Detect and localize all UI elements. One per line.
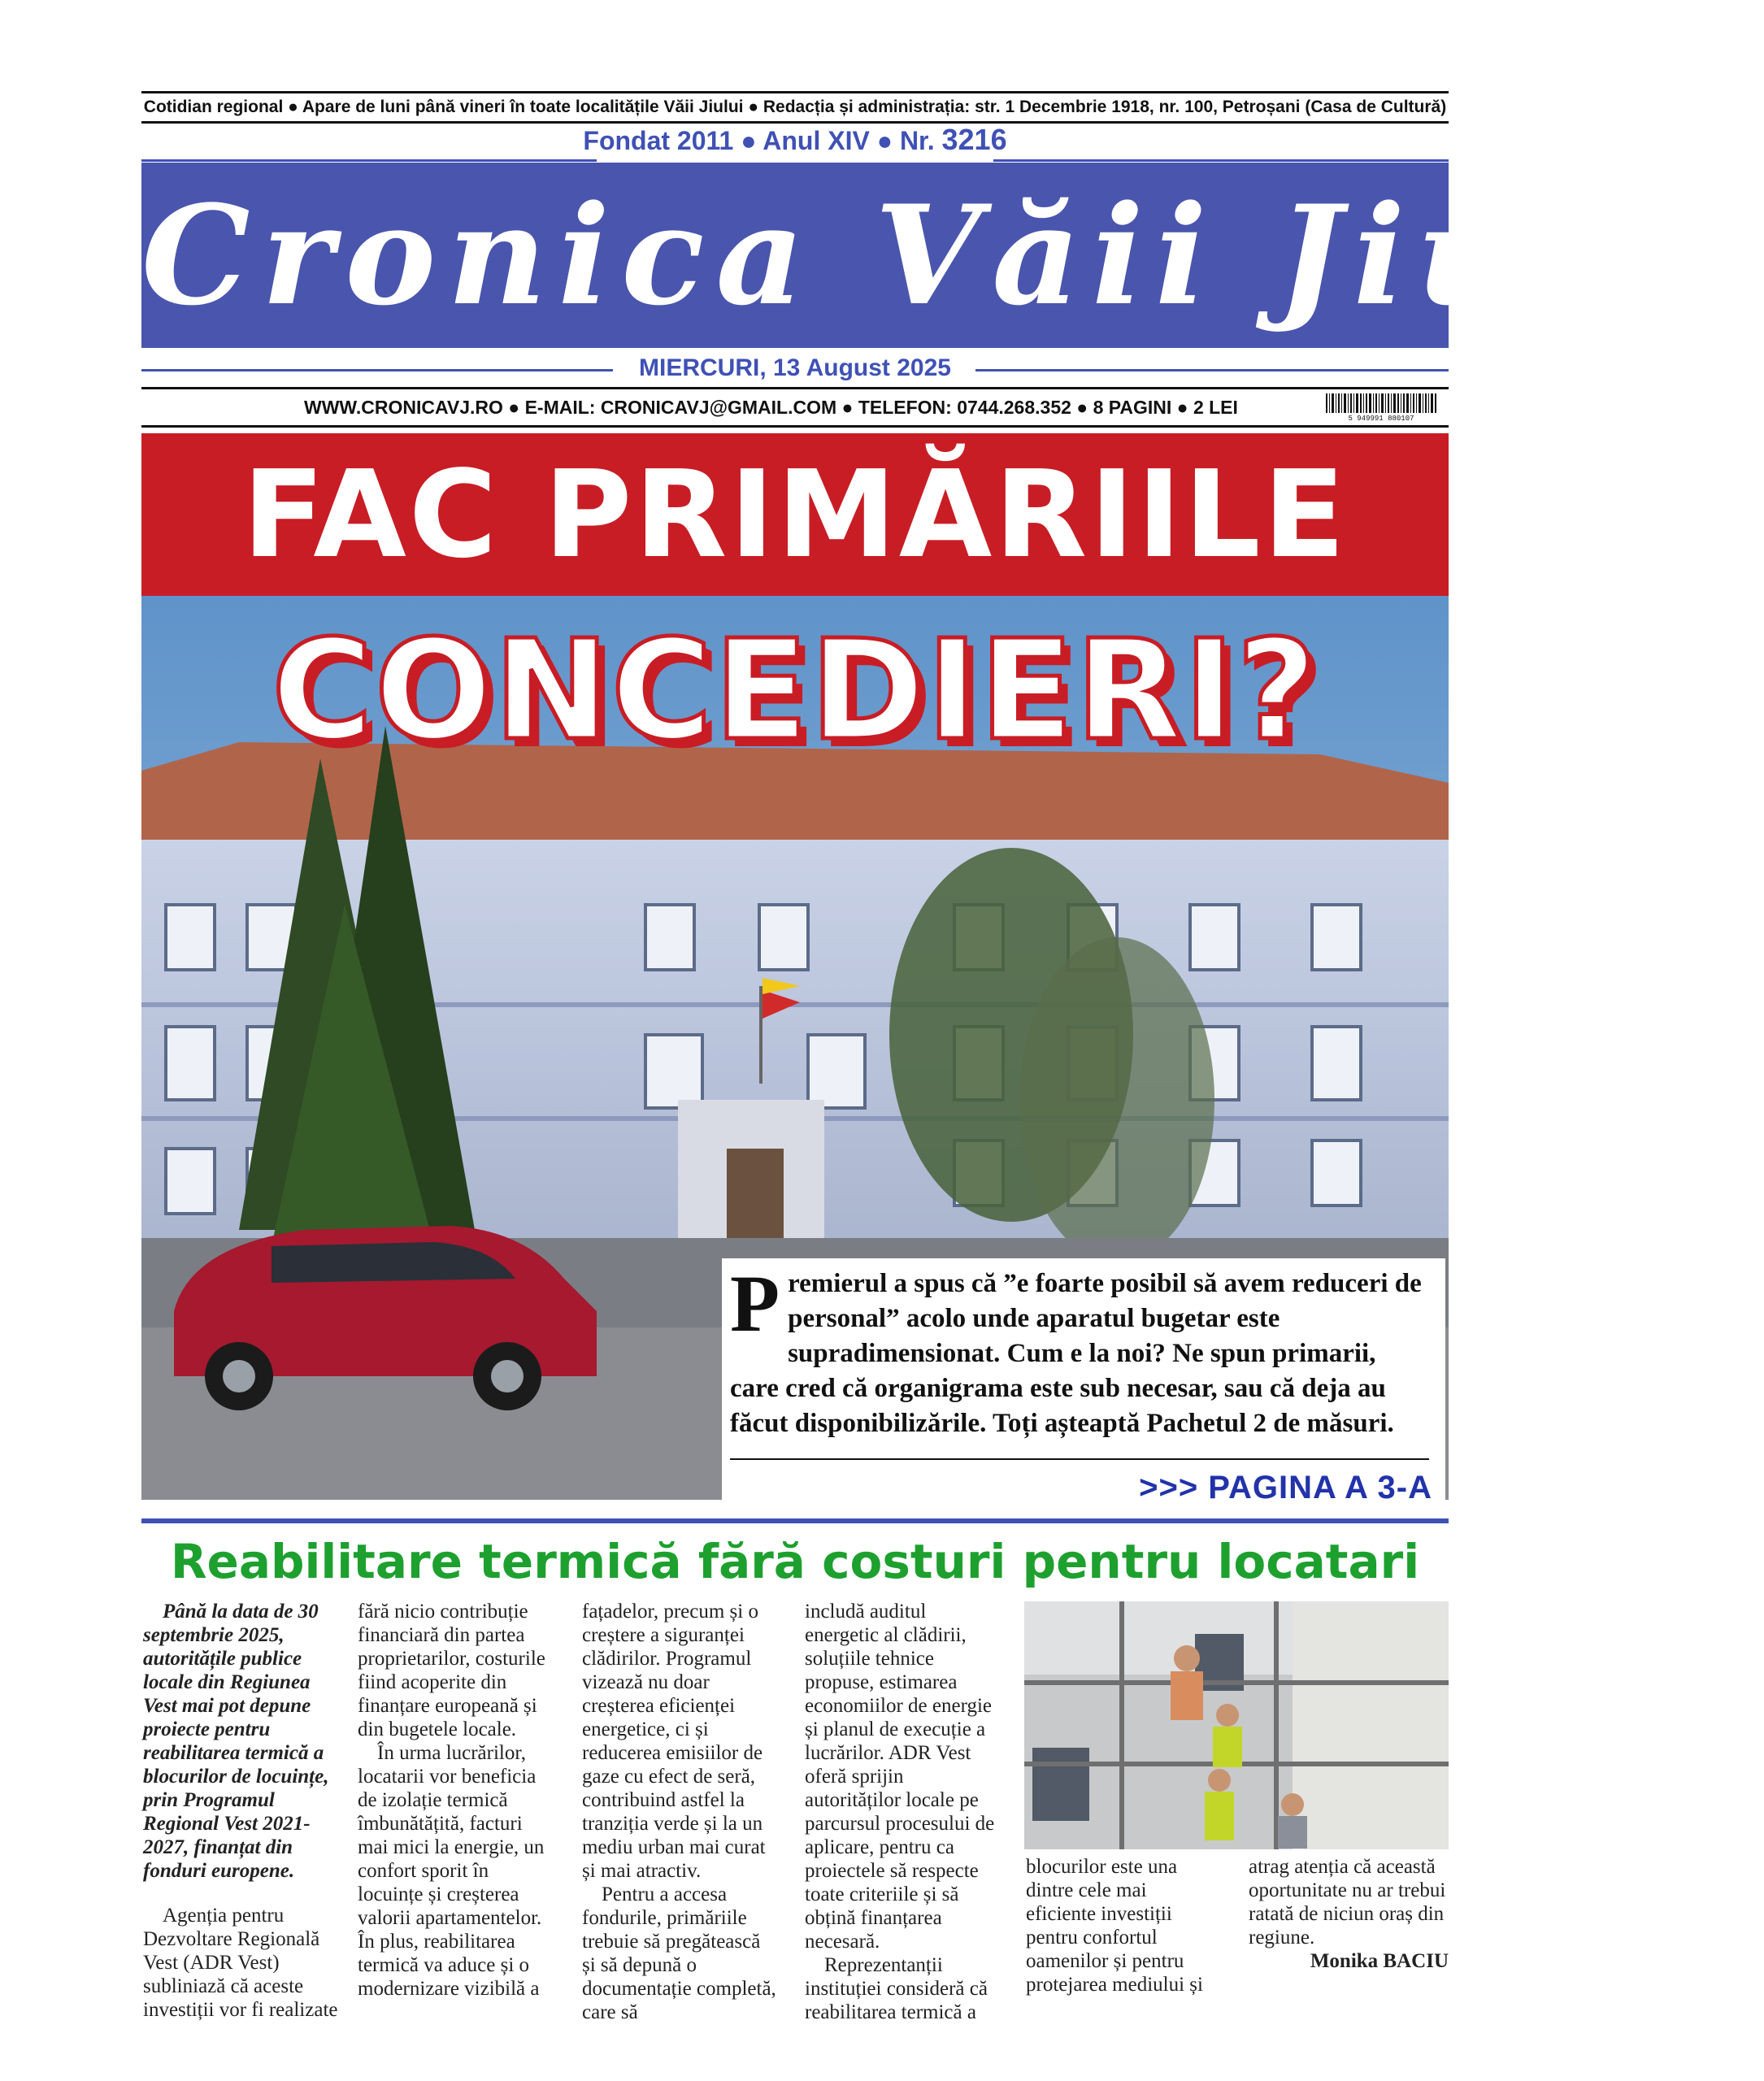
article-paragraph: atrag atenția că această oportunitate nu ar trebui ratată de niciun oraș din regiune. [1249, 1856, 1446, 1948]
barcode-icon [1324, 393, 1438, 421]
article-column-5 [1026, 1855, 1221, 1996]
headline-line2: CONCEDIERI? [272, 610, 1319, 771]
founded-label: Fondat 2011 ● Anul XIV ● Nr. [583, 126, 935, 155]
masthead-banner [141, 163, 1764, 348]
article-paragraph: fațadelor, precum și o creștere a siguranței clădirilor. Programul vizează nu doar creșterea eficienței energetice, ci și reducerea emisiilor de gaze cu efect de seră, contribuind astfel la tranziția verde și la un mediu urban mai curat și mai atractiv. [582, 1601, 766, 1882]
masthead-tagline: Cotidian regional ● Apare de luni până vineri în toate localitățile Văii Jiului ● Redacția și administrația: str. 1 Decembrie 1918, nr. 100, Petroșani (Casa de Cultură) [141, 91, 1449, 124]
headline-bar [141, 433, 1449, 596]
issue-date: MIERCURI, 13 August 2025 [639, 354, 951, 381]
divider [993, 159, 1449, 162]
article-lead: Până la data de 30 septembrie 2025, autoritățile publice locale din Regiunea Vest mai pot depune proiecte pentru reabilitarea termică a blocurilor de locuințe, prin Programul Regional Vest 2021-2027, finanțat din fonduri europene. [143, 1601, 329, 1882]
divider [141, 159, 597, 162]
article-column-1 [143, 1600, 338, 2022]
article-paragraph: blocurilor este una dintre cele mai eficiente investiții pentru confortul oamenilor și pentru protejarea mediului și [1026, 1856, 1203, 1996]
contact-bar [141, 387, 1449, 428]
headline-line1: FAC PRIMĂRIILE [242, 445, 1348, 584]
teaser-text [730, 1258, 1429, 1441]
section-divider [141, 1518, 1449, 1523]
article-paragraph: Agenția pentru Dezvoltare Regională Vest (ADR Vest) subliniază că aceste investiții vor fi realizate [143, 1905, 338, 2021]
article-column-4 [805, 1600, 1000, 2024]
divider [975, 369, 1449, 371]
article-paragraph: În urma lucrărilor, locatarii vor beneficia de izolație termică îmbunătățită, facturi mai mici la energie, un confort sporit în locuințe și creșterea valorii apartamentelor. În plus, reabilitarea termică va aduce și o modernizare vizibilă a [358, 1742, 545, 2000]
teaser-body: remierul a spus că ”e foarte posibil să avem reduceri de personal” acolo unde aparatul bugetar este supradimensionat. Cum e la noi? Ne spun primarii, care cred că organigrama este sub necesar, sau că deja au făcut disponibilizările. Toți așteaptă Pachetul 2 de măsuri. [730, 1269, 1422, 1438]
article-title: Reabilitare termică fără costuri pentru locatari [170, 1534, 1420, 1589]
svg-text:5 949991 880107: 5 949991 880107 [1348, 415, 1414, 423]
article-paragraph: Pentru a accesa fondurile, primăriile trebuie să pregătească și să depună o documentație completă, care să [582, 1883, 776, 2023]
teaser-dropcap: P [730, 1258, 780, 1349]
article-column-2 [358, 1600, 553, 2001]
issue-number: 3216 [941, 123, 1007, 156]
teaser-box [722, 1258, 1445, 1527]
teaser-rule [730, 1458, 1429, 1460]
newspaper-title: Cronica Văii Jiului [141, 175, 1764, 336]
article-column-6 [1249, 1855, 1449, 1973]
article-column-3 [582, 1600, 777, 2024]
article-paragraph: fără nicio contribuție financiară din partea proprietarilor, costurile fiind acoperite din finanțare europeană și din bugetele locale. [358, 1601, 545, 1740]
continued-link[interactable]: >>> PAGINA A 3-A [1139, 1470, 1432, 1505]
contact-info: WWW.CRONICAVJ.RO ● E-MAIL: CRONICAVJ@GMAIL.COM ● TELEFON: 0744.268.352 ● 8 PAGINI ● 2 LEI [304, 397, 1238, 418]
divider [141, 369, 613, 371]
article-paragraph: Reprezentanții instituției consideră că reabilitarea termică a [805, 1954, 988, 2023]
renovation-photo [1024, 1601, 1449, 1849]
article-paragraph: includă auditul energetic al clădirii, soluțiile tehnice propuse, estimarea economiilor de energie și planul de execuție a lucrărilor. ADR Vest oferă sprijin autorităților locale pe parcursul procesului de aplicare, pentru ca proiectele să respecte toate criteriile și să obțină finanțarea necesară. [805, 1601, 995, 1953]
issue-info [141, 122, 1449, 158]
scaffolding-image [1024, 1601, 1449, 1849]
author-signature: Monika BACIU [1310, 1950, 1449, 1972]
